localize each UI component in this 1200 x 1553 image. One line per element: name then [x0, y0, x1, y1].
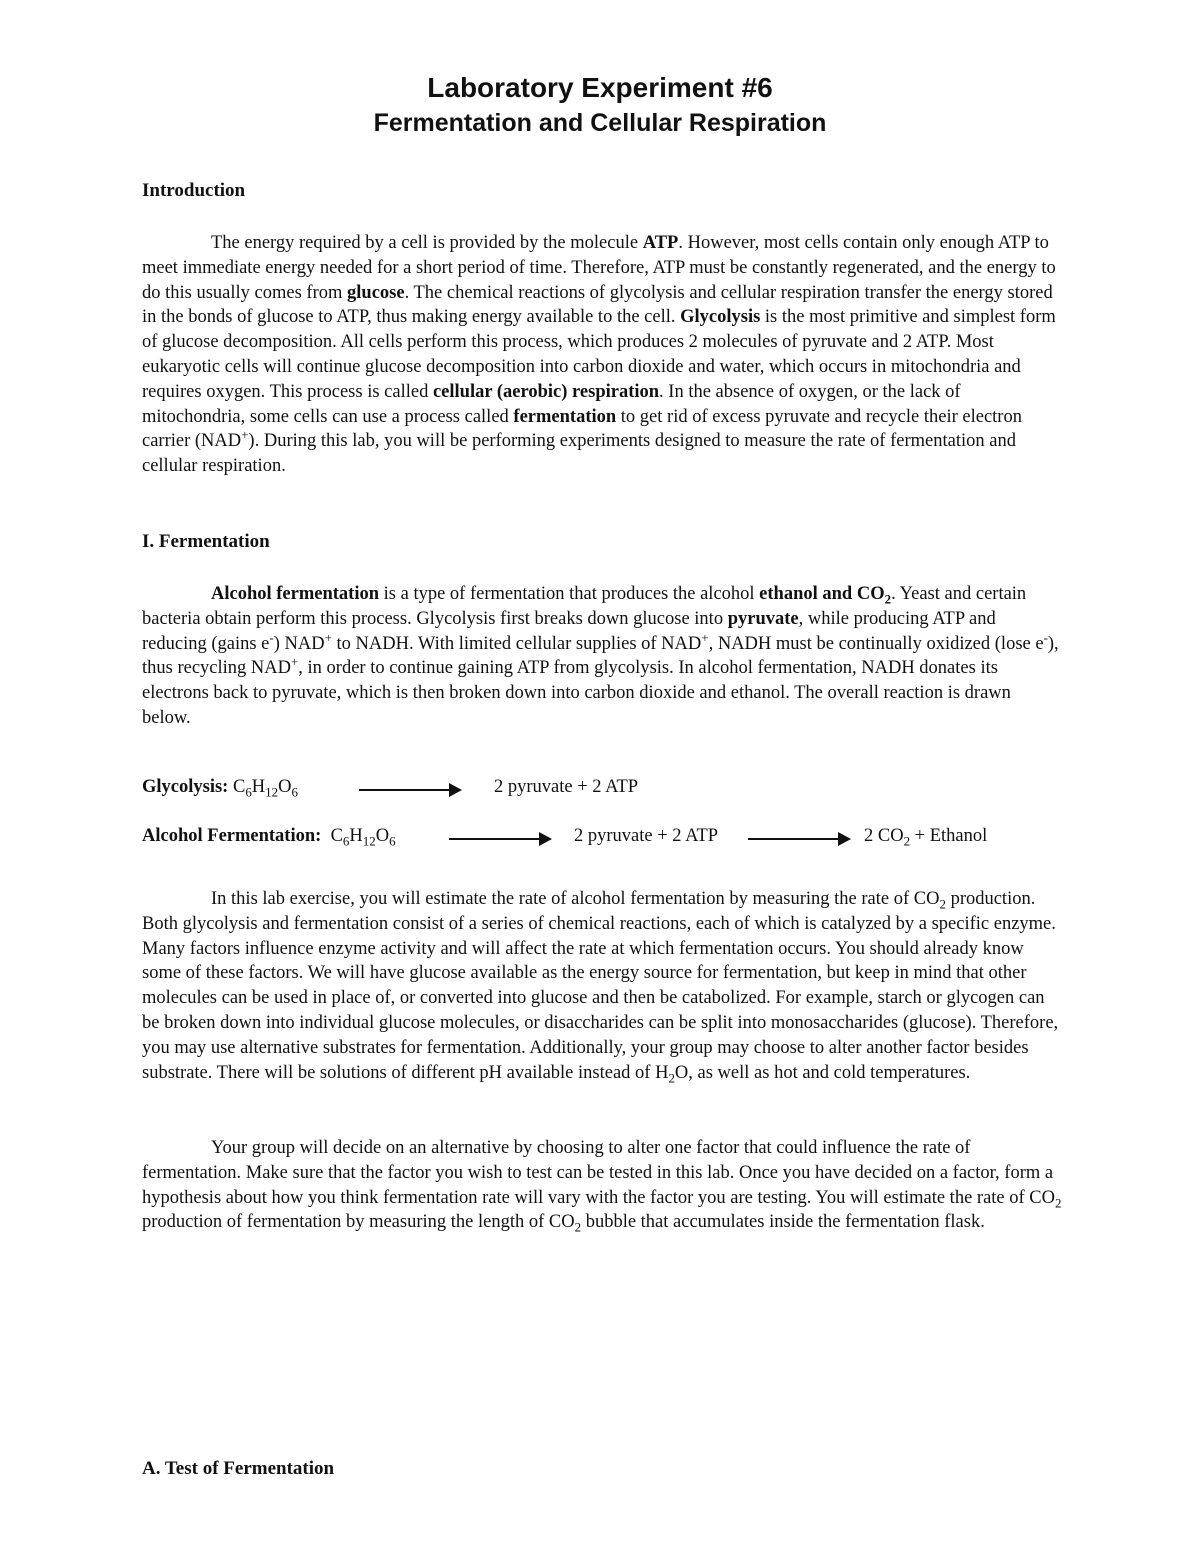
fermentation-rate-paragraph: In this lab exercise, you will estimate the rate of alcohol fermentation by measuring the rate of $CO_2$ production. Both glycolysis and fermentation consist of a series of chemical reactions, each of which is catalyzed by a specific enzyme. Many factors influence enzyme activity and will affect the rate at which fermentation occurs. You should already know some of these factors. We will have glucose available as the energy source for fermentation, but keep in mind that other molecules can be used in place of, or converted into glucose and then be catabolized. For example, starch or glycogen can be broken down into individual glucose molecules, or disaccharides can be split into monosaccharides (glucose). Therefore, you may use alternative substrates for fermentation. Additionally, your group may choose to alter another factor besides substrate. There will be solutions of different pH available instead of $H_2O$, as well as hot and cold temperatures. [142, 889, 1059, 1086]
page-subtitle: Fermentation and Cellular Respiration [373, 109, 827, 137]
test-of-fermentation-heading: A. Test of Fermentation [142, 1458, 335, 1479]
fermentation-heading: I. Fermentation [142, 531, 270, 552]
introduction-paragraph: The energy required by a cell is provided by the molecule ATP. However, most cells contain only enough ATP to meet immediate energy needed for a short period of time. Therefore, ATP must be constantly regenerated, and the energy to do this usually comes from glucose. The chemical reactions of glycolysis and cellular respiration transfer the energy stored in the bonds of glucose to ATP, thus making energy available to the cell. Glycolysis is the most primitive and simplest form of glucose decomposition. All cells perform this process, which produces 2 molecules of pyruvate and 2 ATP. Most eukaryotic cells will continue glucose decomposition into carbon dioxide and water, which occurs in mitochondria and requires oxygen. This process is called cellular (aerobic) respiration. In the absence of oxygen, or the lack of mitochondria, some cells can use a process called fermentation to get rid of excess pyruvate and recycle their electron carrier (NAD+). During this lab, you will be performing experiments designed to measure the rate of fermentation and cellular respiration. [142, 233, 1056, 477]
fermentation-paragraph: Alcohol fermentation is a type of fermentation that produces the alcohol ethanol and $CO_2$. Yeast and certain bacteria obtain perform this process. Glycolysis first breaks down glucose into pyruvate, while producing ATP and reducing (gains e-) NAD+ to NADH. With limited cellular supplies of NAD+, NADH must be continually oxidized (lose e-), thus recycling NAD+, in order to continue gaining ATP from glycolysis. In alcohol fermentation, NADH donates its electrons back to pyruvate, which is then broken down into carbon dioxide and ethanol. The overall reaction is drawn below. [142, 584, 1059, 728]
reaction-arrow [359, 783, 462, 797]
hypothesis-paragraph: Your group will decide on an alternative by choosing to alter one factor that could influence the rate of fermentation. Make sure that the factor you wish to test can be tested in this lab. Once you have decided on a factor, form a hypothesis about how you think fermentation rate will vary with the factor you are testing. You will estimate the rate of $CO_2$ production of fermentation by measuring the length of $CO_2$ bubble that accumulates inside the fermentation flask. [142, 1138, 1062, 1236]
alcohol-final-product: 2 $CO_2$ + Ethanol [864, 826, 988, 849]
glycolysis-equation-lhs: Glycolysis: $C_6H_{12}O_6$ [142, 777, 298, 800]
reaction-arrow [449, 832, 552, 846]
glycolysis-equation [142, 777, 1062, 807]
alcohol-equation-lhs: Alcohol Fermentation: $C_6H_{12}O_6$ [142, 826, 396, 849]
glycolysis-product: 2 pyruvate + 2 ATP [494, 777, 639, 797]
introduction-heading: Introduction [142, 180, 246, 201]
reaction-arrow [748, 832, 851, 846]
page-title: Laboratory Experiment #6 [427, 72, 773, 103]
alcohol-intermediate-product: 2 pyruvate + 2 ATP [574, 826, 719, 846]
alcohol-fermentation-equation [142, 826, 1062, 856]
